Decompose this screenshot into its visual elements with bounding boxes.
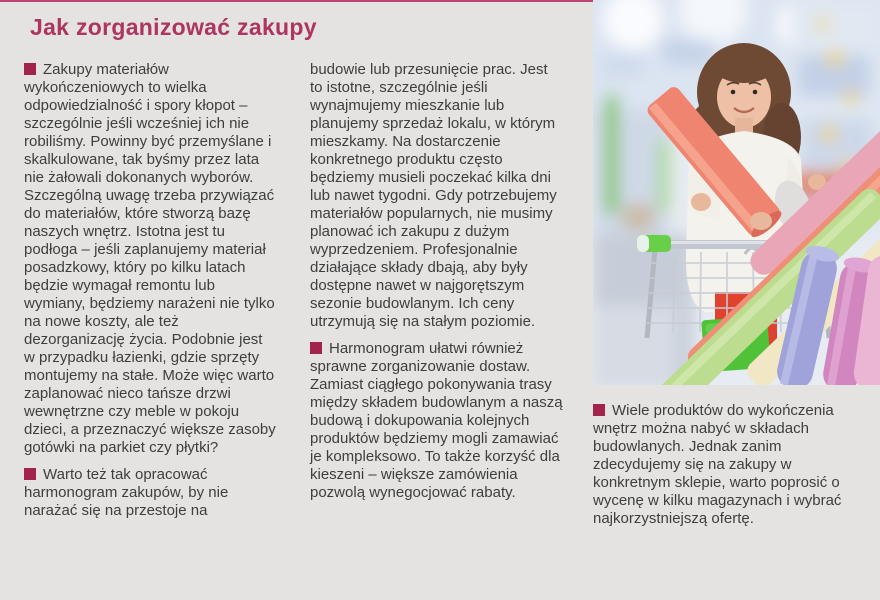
square-bullet-icon [310,342,322,354]
page-title: Jak zorganizować zakupy [30,14,317,40]
text-column-2 [310,61,564,502]
square-bullet-icon [593,404,605,416]
paragraph: Warto też tak opracować harmonogram zakupów, by nie narażać się na przestoje na [24,466,229,519]
paragraph: budowie lub przesunięcie prac. Jest to istotne, szczególnie jeśli wynajmujemy mieszkanie lub planujemy sprzedaż lokalu, w którym mieszkamy. Na dostarczenie konkretnego produktu często będziemy musieli poczekać kilka dni lub nawet tygodni. Gdy potrzebujemy materiałów popularnych, nie musimy planować ich zakupu z dużym wyprzedzeniem. Profesjonalnie działające składy dbają, aby były dostępne nawet w najgorętszym sezonie budowlanym. Ich ceny utrzymują się na stałym poziomie. [310,61,557,330]
paragraph: Wiele produktów do wykończenia wnętrz można nabyć w składach budowlanych. Jednak zanim zdecydujemy się na zakupy w konkretnym sklepie, warto poprosić o wycenę w kilku magazynach i wybrać najkorzystniejszą ofertę. [593,402,842,527]
store-photo [593,0,880,385]
square-bullet-icon [24,468,36,480]
paragraph: Zakupy materiałów wykończeniowych to wielka odpowiedzialność i spory kłopot – szczególnie jeśli wcześniej ich nie robiliśmy. Powinny być przemyślane i skalkulowane, tak byśmy przez lata nie żałowali dokonanych wyborów. Szczególną uwagę trzeba przywiązać do materiałów, które stworzą bazę naszych wnętrz. Istotna jest tu podłoga – jeśli zaplanujemy materiał posadzkowy, który po kilku latach będzie wymagał remontu lub wymiany, będziemy narażeni nie tylko na nowe koszty, ale też dezorganizację życia. Podobnie jest w przypadku łazienki, gdzie sprzęty montujemy na stałe. Może więc warto zaplanować nieco tańsze drzwi wewnętrzne czy meble w pokoju dzieci, a przeznaczyć większe zasoby gotówki na parkiet czy płytki? [24,61,276,456]
square-bullet-icon [24,63,36,75]
photo-caption-column [593,402,861,528]
text-column-1 [24,61,276,520]
top-rule [0,0,593,2]
paragraph: Harmonogram ułatwi również sprawne zorganizowanie dostaw. Zamiast ciągłego pokonywania trasy między składem budowlanym a naszą budową i dokupowania kolejnych produktów będziemy mogli zamawiać je kompleksowo. To także korzyść dla kieszeni – większe zamówienia pozwolą wynegocjować rabaty. [310,340,563,501]
text-column-3 [593,0,880,528]
